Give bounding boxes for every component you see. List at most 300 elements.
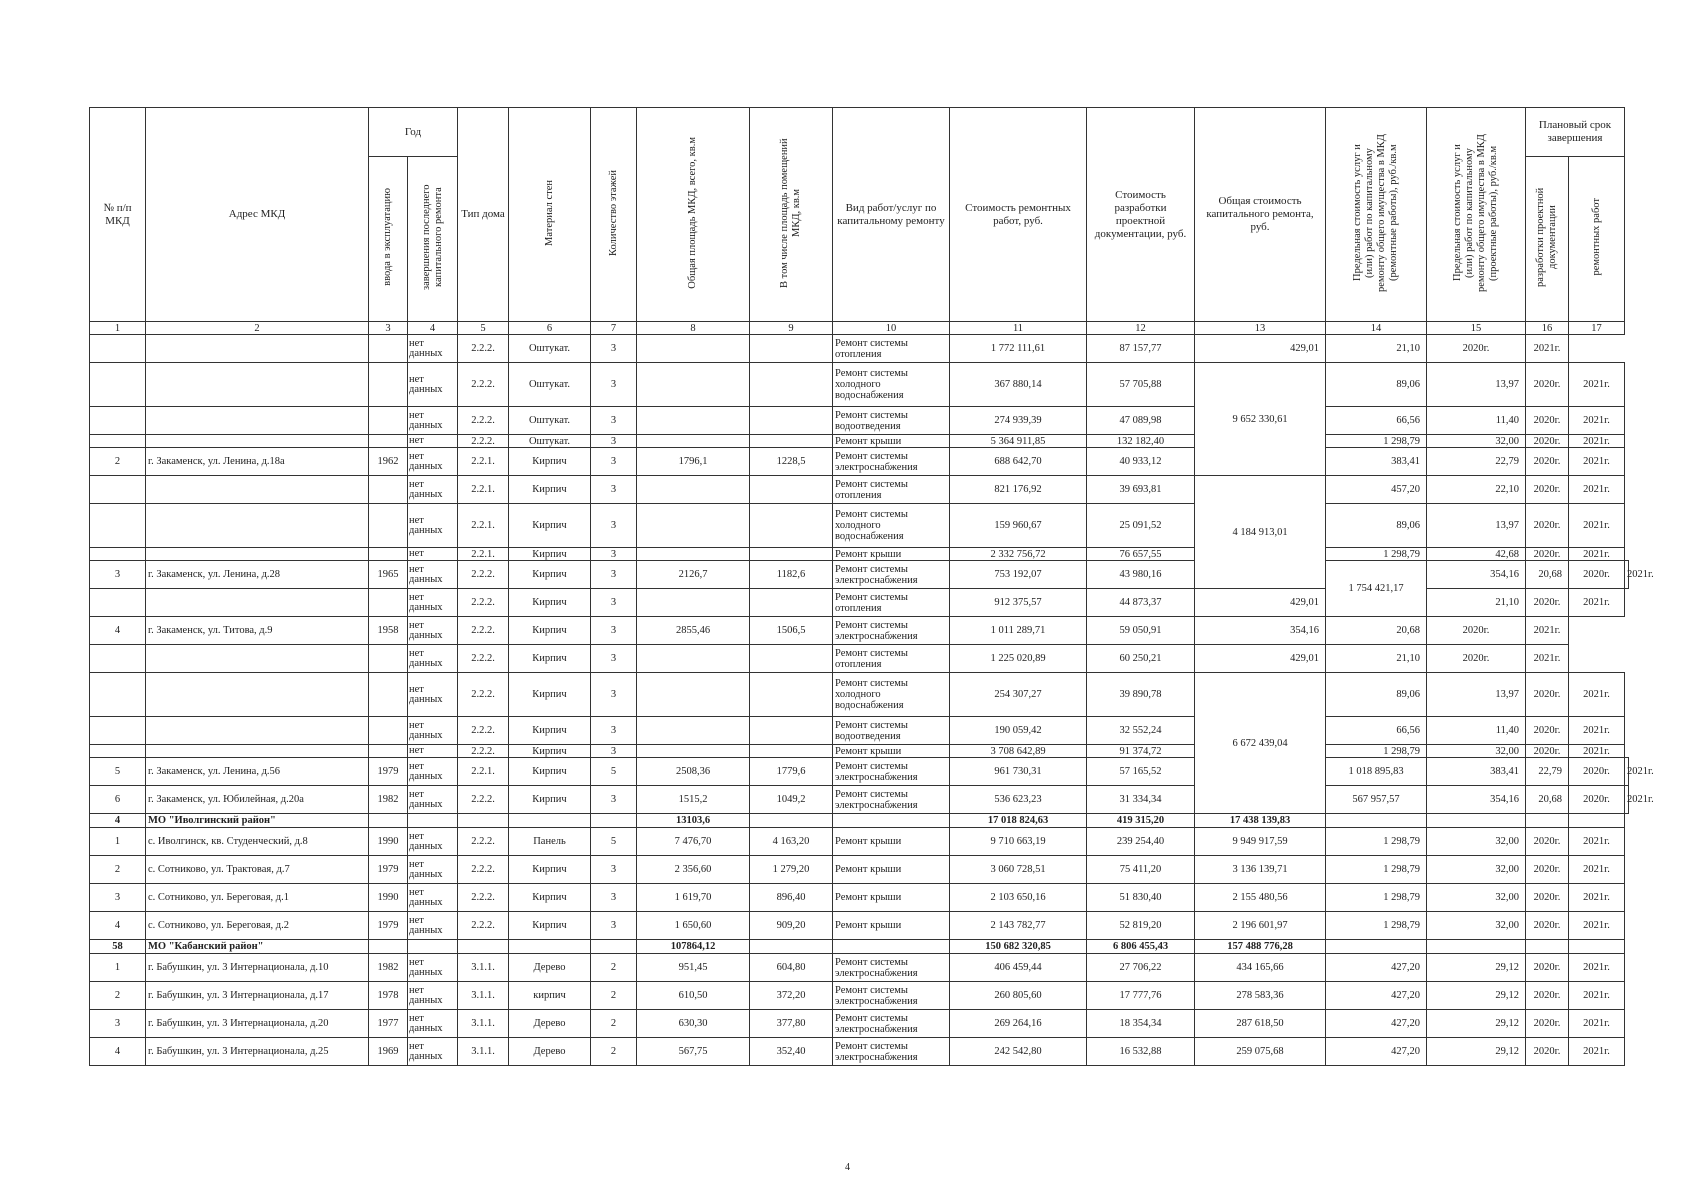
- header-limit-design: [1427, 108, 1526, 322]
- table-cell: 1 011 289,71: [950, 617, 1087, 645]
- table-cell: 51 830,40: [1087, 884, 1195, 912]
- table-cell: [750, 363, 833, 407]
- table-row: [90, 954, 1629, 982]
- table-cell: 2020г.: [1526, 856, 1569, 884]
- table-cell: 1958: [369, 617, 408, 645]
- table-cell: Кирпич: [509, 786, 591, 814]
- table-cell: 260 805,60: [950, 982, 1087, 1010]
- col-num: 1: [90, 322, 146, 335]
- col-num: 5: [458, 322, 509, 335]
- table-cell: [750, 940, 833, 954]
- table-cell: 354,16: [1427, 561, 1526, 589]
- table-cell: Дерево: [509, 954, 591, 982]
- table-cell: [1326, 940, 1427, 954]
- table-cell: [750, 407, 833, 435]
- table-cell: г. Бабушкин, ул. 3 Интернационала, д.10: [146, 954, 369, 982]
- table-cell: 2.2.2.: [458, 589, 509, 617]
- table-cell: 2: [90, 448, 146, 476]
- table-cell: нет данных: [408, 1010, 458, 1038]
- table-cell: 1 650,60: [637, 912, 750, 940]
- column-number-row: [90, 322, 1629, 335]
- table-cell: Кирпич: [509, 561, 591, 589]
- table-cell: 427,20: [1326, 954, 1427, 982]
- table-cell: [146, 335, 369, 363]
- table-cell: 2021г.: [1569, 548, 1625, 561]
- table-cell: 2.2.1.: [458, 448, 509, 476]
- table-cell: Ремонт системы электроснабжения: [833, 448, 950, 476]
- table-cell: 2020г.: [1526, 407, 1569, 435]
- table-cell: 383,41: [1427, 758, 1526, 786]
- table-cell: Ремонт крыши: [833, 856, 950, 884]
- table-cell: 427,20: [1326, 1010, 1427, 1038]
- table-cell: Ремонт системы отопления: [833, 589, 950, 617]
- header-plan-repair-text: ремонтных работ: [1590, 198, 1602, 276]
- table-cell: 2.2.2.: [458, 673, 509, 717]
- table-cell: 29,12: [1427, 954, 1526, 982]
- table-cell: [637, 673, 750, 717]
- table-cell: 5: [591, 758, 637, 786]
- table-cell: 2.2.2.: [458, 335, 509, 363]
- table-cell: 951,45: [637, 954, 750, 982]
- header-address: Адрес МКД: [146, 108, 369, 322]
- table-cell: 2021г.: [1569, 435, 1625, 448]
- table-cell: 274 939,39: [950, 407, 1087, 435]
- table-cell: 1978: [369, 982, 408, 1010]
- table-cell: 57 705,88: [1087, 363, 1195, 407]
- table-cell: 29,12: [1427, 982, 1526, 1010]
- table-cell: Ремонт системы электроснабжения: [833, 758, 950, 786]
- col-num: 2: [146, 322, 369, 335]
- table-cell: 2021г.: [1569, 1010, 1625, 1038]
- table-cell: [637, 717, 750, 745]
- table-cell: Кирпич: [509, 617, 591, 645]
- table-cell: 1977: [369, 1010, 408, 1038]
- table-cell: 567,75: [637, 1038, 750, 1066]
- table-cell: [750, 476, 833, 504]
- table-cell: 157 488 776,28: [1195, 940, 1326, 954]
- table-cell: 2 103 650,16: [950, 884, 1087, 912]
- table-cell: 1 298,79: [1326, 435, 1427, 448]
- header-limit-repair-text: Предельная стоимость услуг и (или) работ по капитальному ремонту общего имущества в МКД (ремонтные работы), руб./кв.м: [1352, 133, 1399, 292]
- table-cell: 383,41: [1326, 448, 1427, 476]
- table-cell: МО "Кабанский район": [146, 940, 369, 954]
- table-cell: 2: [591, 954, 637, 982]
- table-cell: Ремонт системы холодного водоснабжения: [833, 673, 950, 717]
- table-cell: 367 880,14: [950, 363, 1087, 407]
- table-cell: 2: [90, 982, 146, 1010]
- table-cell: 22,79: [1526, 758, 1569, 786]
- table-cell: 2020г.: [1526, 504, 1569, 548]
- table-cell: 2021г.: [1625, 561, 1629, 589]
- table-cell: 3: [591, 448, 637, 476]
- table-cell: [1427, 814, 1526, 828]
- table-row: [90, 717, 1629, 745]
- table-cell: с. Сотниково, ул. Береговая, д.2: [146, 912, 369, 940]
- table-cell: [146, 717, 369, 745]
- table-cell: 1182,6: [750, 561, 833, 589]
- table-cell: 1 225 020,89: [950, 645, 1087, 673]
- table-cell: Ремонт системы холодного водоснабжения: [833, 504, 950, 548]
- table-cell: 1506,5: [750, 617, 833, 645]
- header-cost-total: Общая стоимость капитального ремонта, руб.: [1195, 108, 1326, 322]
- table-cell: 1982: [369, 954, 408, 982]
- table-cell: 190 059,42: [950, 717, 1087, 745]
- table-cell: Кирпич: [509, 548, 591, 561]
- table-cell: [90, 476, 146, 504]
- table-cell: 278 583,36: [1195, 982, 1326, 1010]
- table-cell: [637, 548, 750, 561]
- table-cell: 2021г.: [1569, 884, 1625, 912]
- table-cell: [369, 363, 408, 407]
- table-row: [90, 1010, 1629, 1038]
- table-cell: нет данных: [408, 504, 458, 548]
- table-cell: нет данных: [408, 363, 458, 407]
- header-num: № п/п МКД: [90, 108, 146, 322]
- table-cell: 604,80: [750, 954, 833, 982]
- table-cell: 1990: [369, 828, 408, 856]
- table-cell: 3: [90, 561, 146, 589]
- table-cell: 2020г.: [1569, 758, 1625, 786]
- table-cell: Ремонт системы электроснабжения: [833, 561, 950, 589]
- col-num: 13: [1195, 322, 1326, 335]
- table-cell: [750, 504, 833, 548]
- table-cell: 16 532,88: [1087, 1038, 1195, 1066]
- table-cell: 753 192,07: [950, 561, 1087, 589]
- table-cell: 17 438 139,83: [1195, 814, 1326, 828]
- table-cell: 32,00: [1427, 828, 1526, 856]
- table-cell: 1 279,20: [750, 856, 833, 884]
- table-cell: 2021г.: [1569, 717, 1625, 745]
- table-cell: 89,06: [1326, 363, 1427, 407]
- table-cell: 3: [591, 407, 637, 435]
- table-cell: 2021г.: [1526, 645, 1569, 673]
- table-cell: 2020г.: [1569, 786, 1625, 814]
- table-cell: 29,12: [1427, 1010, 1526, 1038]
- table-row: [90, 476, 1629, 504]
- table-cell: [750, 548, 833, 561]
- table-row: [90, 435, 1629, 448]
- header-work: Вид работ/услуг по капитальному ремонту: [833, 108, 950, 322]
- table-cell: нет данных: [408, 982, 458, 1010]
- table-cell: нет данных: [408, 912, 458, 940]
- table-cell: [458, 940, 509, 954]
- table-cell: 2020г.: [1526, 954, 1569, 982]
- header-year-commission: [369, 157, 408, 322]
- table-cell: 32 552,24: [1087, 717, 1195, 745]
- table-cell: 2021г.: [1569, 954, 1625, 982]
- table-cell: [1526, 940, 1569, 954]
- table-cell: 372,20: [750, 982, 833, 1010]
- table-cell: [146, 363, 369, 407]
- table-cell: [750, 745, 833, 758]
- table-cell: 2: [591, 1010, 637, 1038]
- table-cell: [833, 940, 950, 954]
- table-cell: 2020г.: [1526, 1038, 1569, 1066]
- table-cell: 39 890,78: [1087, 673, 1195, 717]
- table-cell: [369, 435, 408, 448]
- table-cell: [750, 717, 833, 745]
- table-cell: 159 960,67: [950, 504, 1087, 548]
- table-cell: 32,00: [1427, 745, 1526, 758]
- table-row: [90, 673, 1629, 717]
- table-cell: 9 652 330,61: [1195, 363, 1326, 476]
- table-cell: 1 298,79: [1326, 912, 1427, 940]
- table-cell: 3: [591, 435, 637, 448]
- table-row: [90, 561, 1629, 589]
- table-row: [90, 912, 1629, 940]
- table-cell: 44 873,37: [1087, 589, 1195, 617]
- table-cell: 22,79: [1427, 448, 1526, 476]
- table-cell: г. Закаменск, ул. Титова, д.9: [146, 617, 369, 645]
- table-cell: [637, 363, 750, 407]
- table-cell: г. Закаменск, ул. Юбилейная, д.20а: [146, 786, 369, 814]
- table-cell: 2855,46: [637, 617, 750, 645]
- table-cell: 29,12: [1427, 1038, 1526, 1066]
- table-cell: 7 476,70: [637, 828, 750, 856]
- table-cell: 2020г.: [1526, 363, 1569, 407]
- table-cell: 2020г.: [1526, 435, 1569, 448]
- table-row: [90, 758, 1629, 786]
- table-cell: Ремонт системы водоотведения: [833, 717, 950, 745]
- header-walls: [509, 108, 591, 322]
- table-cell: Ремонт крыши: [833, 745, 950, 758]
- table-row: [90, 1038, 1629, 1066]
- table-cell: 2 196 601,97: [1195, 912, 1326, 940]
- table-cell: 9 710 663,19: [950, 828, 1087, 856]
- table-cell: Панель: [509, 828, 591, 856]
- table-cell: [146, 673, 369, 717]
- table-cell: 3: [591, 856, 637, 884]
- table-cell: Ремонт крыши: [833, 435, 950, 448]
- table-cell: [1326, 814, 1427, 828]
- table-cell: 20,68: [1326, 617, 1427, 645]
- col-num: 10: [833, 322, 950, 335]
- table-cell: Кирпич: [509, 673, 591, 717]
- table-cell: 2020г.: [1526, 476, 1569, 504]
- table-cell: нет данных: [408, 476, 458, 504]
- table-cell: 434 165,66: [1195, 954, 1326, 982]
- table-row: [90, 504, 1629, 548]
- table-cell: [369, 504, 408, 548]
- summary-row: [90, 940, 1629, 954]
- table-cell: 1 298,79: [1326, 884, 1427, 912]
- table-cell: Кирпич: [509, 645, 591, 673]
- table-cell: 58: [90, 940, 146, 954]
- table-cell: г. Закаменск, ул. Ленина, д.18а: [146, 448, 369, 476]
- table-cell: Ремонт системы электроснабжения: [833, 954, 950, 982]
- table-cell: [146, 589, 369, 617]
- table-cell: Ремонт системы электроснабжения: [833, 786, 950, 814]
- table-cell: [637, 335, 750, 363]
- col-num: 9: [750, 322, 833, 335]
- table-cell: 87 157,77: [1087, 335, 1195, 363]
- table-cell: Ремонт системы водоотведения: [833, 407, 950, 435]
- table-cell: 1979: [369, 758, 408, 786]
- table-cell: нет данных: [408, 407, 458, 435]
- table-cell: 2.2.2.: [458, 884, 509, 912]
- table-cell: [90, 548, 146, 561]
- table-cell: 2020г.: [1526, 828, 1569, 856]
- table-cell: 4: [90, 1038, 146, 1066]
- table-cell: 1979: [369, 912, 408, 940]
- col-num: 11: [950, 322, 1087, 335]
- table-cell: [90, 673, 146, 717]
- table-cell: 3 136 139,71: [1195, 856, 1326, 884]
- table-cell: 20,68: [1526, 561, 1569, 589]
- table-cell: 2021г.: [1569, 363, 1625, 407]
- table-cell: нет данных: [408, 828, 458, 856]
- header-plan-design: [1526, 157, 1569, 322]
- table-cell: 1990: [369, 884, 408, 912]
- table-cell: 3.1.1.: [458, 982, 509, 1010]
- col-num: 15: [1427, 322, 1526, 335]
- table-cell: 21,10: [1326, 335, 1427, 363]
- table-cell: 3: [591, 884, 637, 912]
- table-cell: 89,06: [1326, 504, 1427, 548]
- table-cell: 1969: [369, 1038, 408, 1066]
- table-cell: 3: [591, 673, 637, 717]
- table-cell: [146, 476, 369, 504]
- col-num: 12: [1087, 322, 1195, 335]
- table-cell: 60 250,21: [1087, 645, 1195, 673]
- table-cell: [637, 476, 750, 504]
- table-cell: 406 459,44: [950, 954, 1087, 982]
- table-cell: 3: [591, 617, 637, 645]
- table-cell: 4: [90, 912, 146, 940]
- table-cell: нет данных: [408, 717, 458, 745]
- table-cell: нет данных: [408, 884, 458, 912]
- table-cell: 2.2.2.: [458, 717, 509, 745]
- table-cell: [369, 548, 408, 561]
- table-row: [90, 786, 1629, 814]
- table-cell: 3 060 728,51: [950, 856, 1087, 884]
- table-cell: Ремонт системы отопления: [833, 476, 950, 504]
- table-cell: Ремонт крыши: [833, 828, 950, 856]
- table-cell: 2508,36: [637, 758, 750, 786]
- table-cell: 2.2.2.: [458, 745, 509, 758]
- table-row: [90, 363, 1629, 407]
- table-row: [90, 548, 1629, 561]
- table-row: [90, 745, 1629, 758]
- capital-repair-table: [89, 107, 1654, 1066]
- table-row: [90, 617, 1629, 645]
- table-cell: 2020г.: [1526, 448, 1569, 476]
- table-cell: [750, 435, 833, 448]
- table-cell: 13,97: [1427, 363, 1526, 407]
- table-cell: 2021г.: [1526, 617, 1569, 645]
- table-cell: 40 933,12: [1087, 448, 1195, 476]
- table-cell: 3: [591, 335, 637, 363]
- table-cell: 429,01: [1195, 335, 1326, 363]
- table-cell: 3: [591, 504, 637, 548]
- table-cell: 3: [591, 589, 637, 617]
- table-cell: кирпич: [509, 982, 591, 1010]
- table-row: [90, 448, 1629, 476]
- table-cell: 3: [591, 745, 637, 758]
- table-cell: [509, 940, 591, 954]
- table-cell: 2021г.: [1569, 856, 1625, 884]
- table-cell: 3: [591, 561, 637, 589]
- table-cell: 909,20: [750, 912, 833, 940]
- table-cell: г. Бабушкин, ул. 3 Интернационала, д.25: [146, 1038, 369, 1066]
- table-cell: 6: [90, 786, 146, 814]
- header-area-total-text: Общая площадь МКД, всего, кв.м: [687, 136, 698, 289]
- table-cell: нет данных: [408, 673, 458, 717]
- table-cell: 32,00: [1427, 912, 1526, 940]
- table-cell: 132 182,40: [1087, 435, 1195, 448]
- table-cell: 32,00: [1427, 856, 1526, 884]
- table-cell: 3: [591, 717, 637, 745]
- table-cell: [637, 504, 750, 548]
- table-cell: 536 623,23: [950, 786, 1087, 814]
- table-cell: 2.2.2.: [458, 645, 509, 673]
- table-cell: 2020г.: [1427, 335, 1526, 363]
- table-cell: 2020г.: [1526, 1010, 1569, 1038]
- table-cell: Кирпич: [509, 476, 591, 504]
- col-num: 8: [637, 322, 750, 335]
- table-cell: 1 298,79: [1326, 856, 1427, 884]
- table-cell: [458, 814, 509, 828]
- table-cell: 2: [591, 982, 637, 1010]
- table-cell: 75 411,20: [1087, 856, 1195, 884]
- table-cell: [146, 745, 369, 758]
- table-cell: 2.2.2.: [458, 828, 509, 856]
- table-cell: [750, 673, 833, 717]
- table-cell: 32,00: [1427, 884, 1526, 912]
- table-cell: 419 315,20: [1087, 814, 1195, 828]
- table-cell: [637, 745, 750, 758]
- table-cell: 20,68: [1526, 786, 1569, 814]
- table-cell: Оштукат.: [509, 335, 591, 363]
- table-cell: 3: [591, 476, 637, 504]
- table-cell: 2021г.: [1569, 504, 1625, 548]
- table-cell: 3 708 642,89: [950, 745, 1087, 758]
- table-cell: Кирпич: [509, 745, 591, 758]
- table-cell: [637, 589, 750, 617]
- table-cell: с. Сотниково, ул. Трактовая, д.7: [146, 856, 369, 884]
- table-cell: [369, 335, 408, 363]
- table-cell: 2.2.1.: [458, 548, 509, 561]
- table-cell: [833, 814, 950, 828]
- table-cell: 896,40: [750, 884, 833, 912]
- table-cell: Ремонт системы отопления: [833, 645, 950, 673]
- capital-repair-table-container: [89, 107, 1654, 1066]
- table-cell: 2.2.1.: [458, 476, 509, 504]
- table-cell: 3: [90, 1010, 146, 1038]
- table-cell: [146, 435, 369, 448]
- table-cell: с. Иволгинск, кв. Студенческий, д.8: [146, 828, 369, 856]
- table-cell: г. Бабушкин, ул. 3 Интернационала, д.17: [146, 982, 369, 1010]
- table-cell: 2 143 782,77: [950, 912, 1087, 940]
- col-num: 7: [591, 322, 637, 335]
- table-cell: 429,01: [1195, 645, 1326, 673]
- table-cell: Дерево: [509, 1038, 591, 1066]
- table-cell: 3: [591, 363, 637, 407]
- table-cell: 354,16: [1195, 617, 1326, 645]
- table-cell: Кирпич: [509, 589, 591, 617]
- table-cell: Кирпич: [509, 717, 591, 745]
- table-cell: 2.2.2.: [458, 786, 509, 814]
- table-row: [90, 335, 1629, 363]
- table-cell: [369, 814, 408, 828]
- table-cell: 2021г.: [1526, 335, 1569, 363]
- table-cell: 2021г.: [1569, 407, 1625, 435]
- table-cell: 2020г.: [1526, 548, 1569, 561]
- table-cell: 2.2.2.: [458, 912, 509, 940]
- table-cell: 1 619,70: [637, 884, 750, 912]
- table-cell: МО "Иволгинский район": [146, 814, 369, 828]
- table-body: [90, 335, 1654, 1066]
